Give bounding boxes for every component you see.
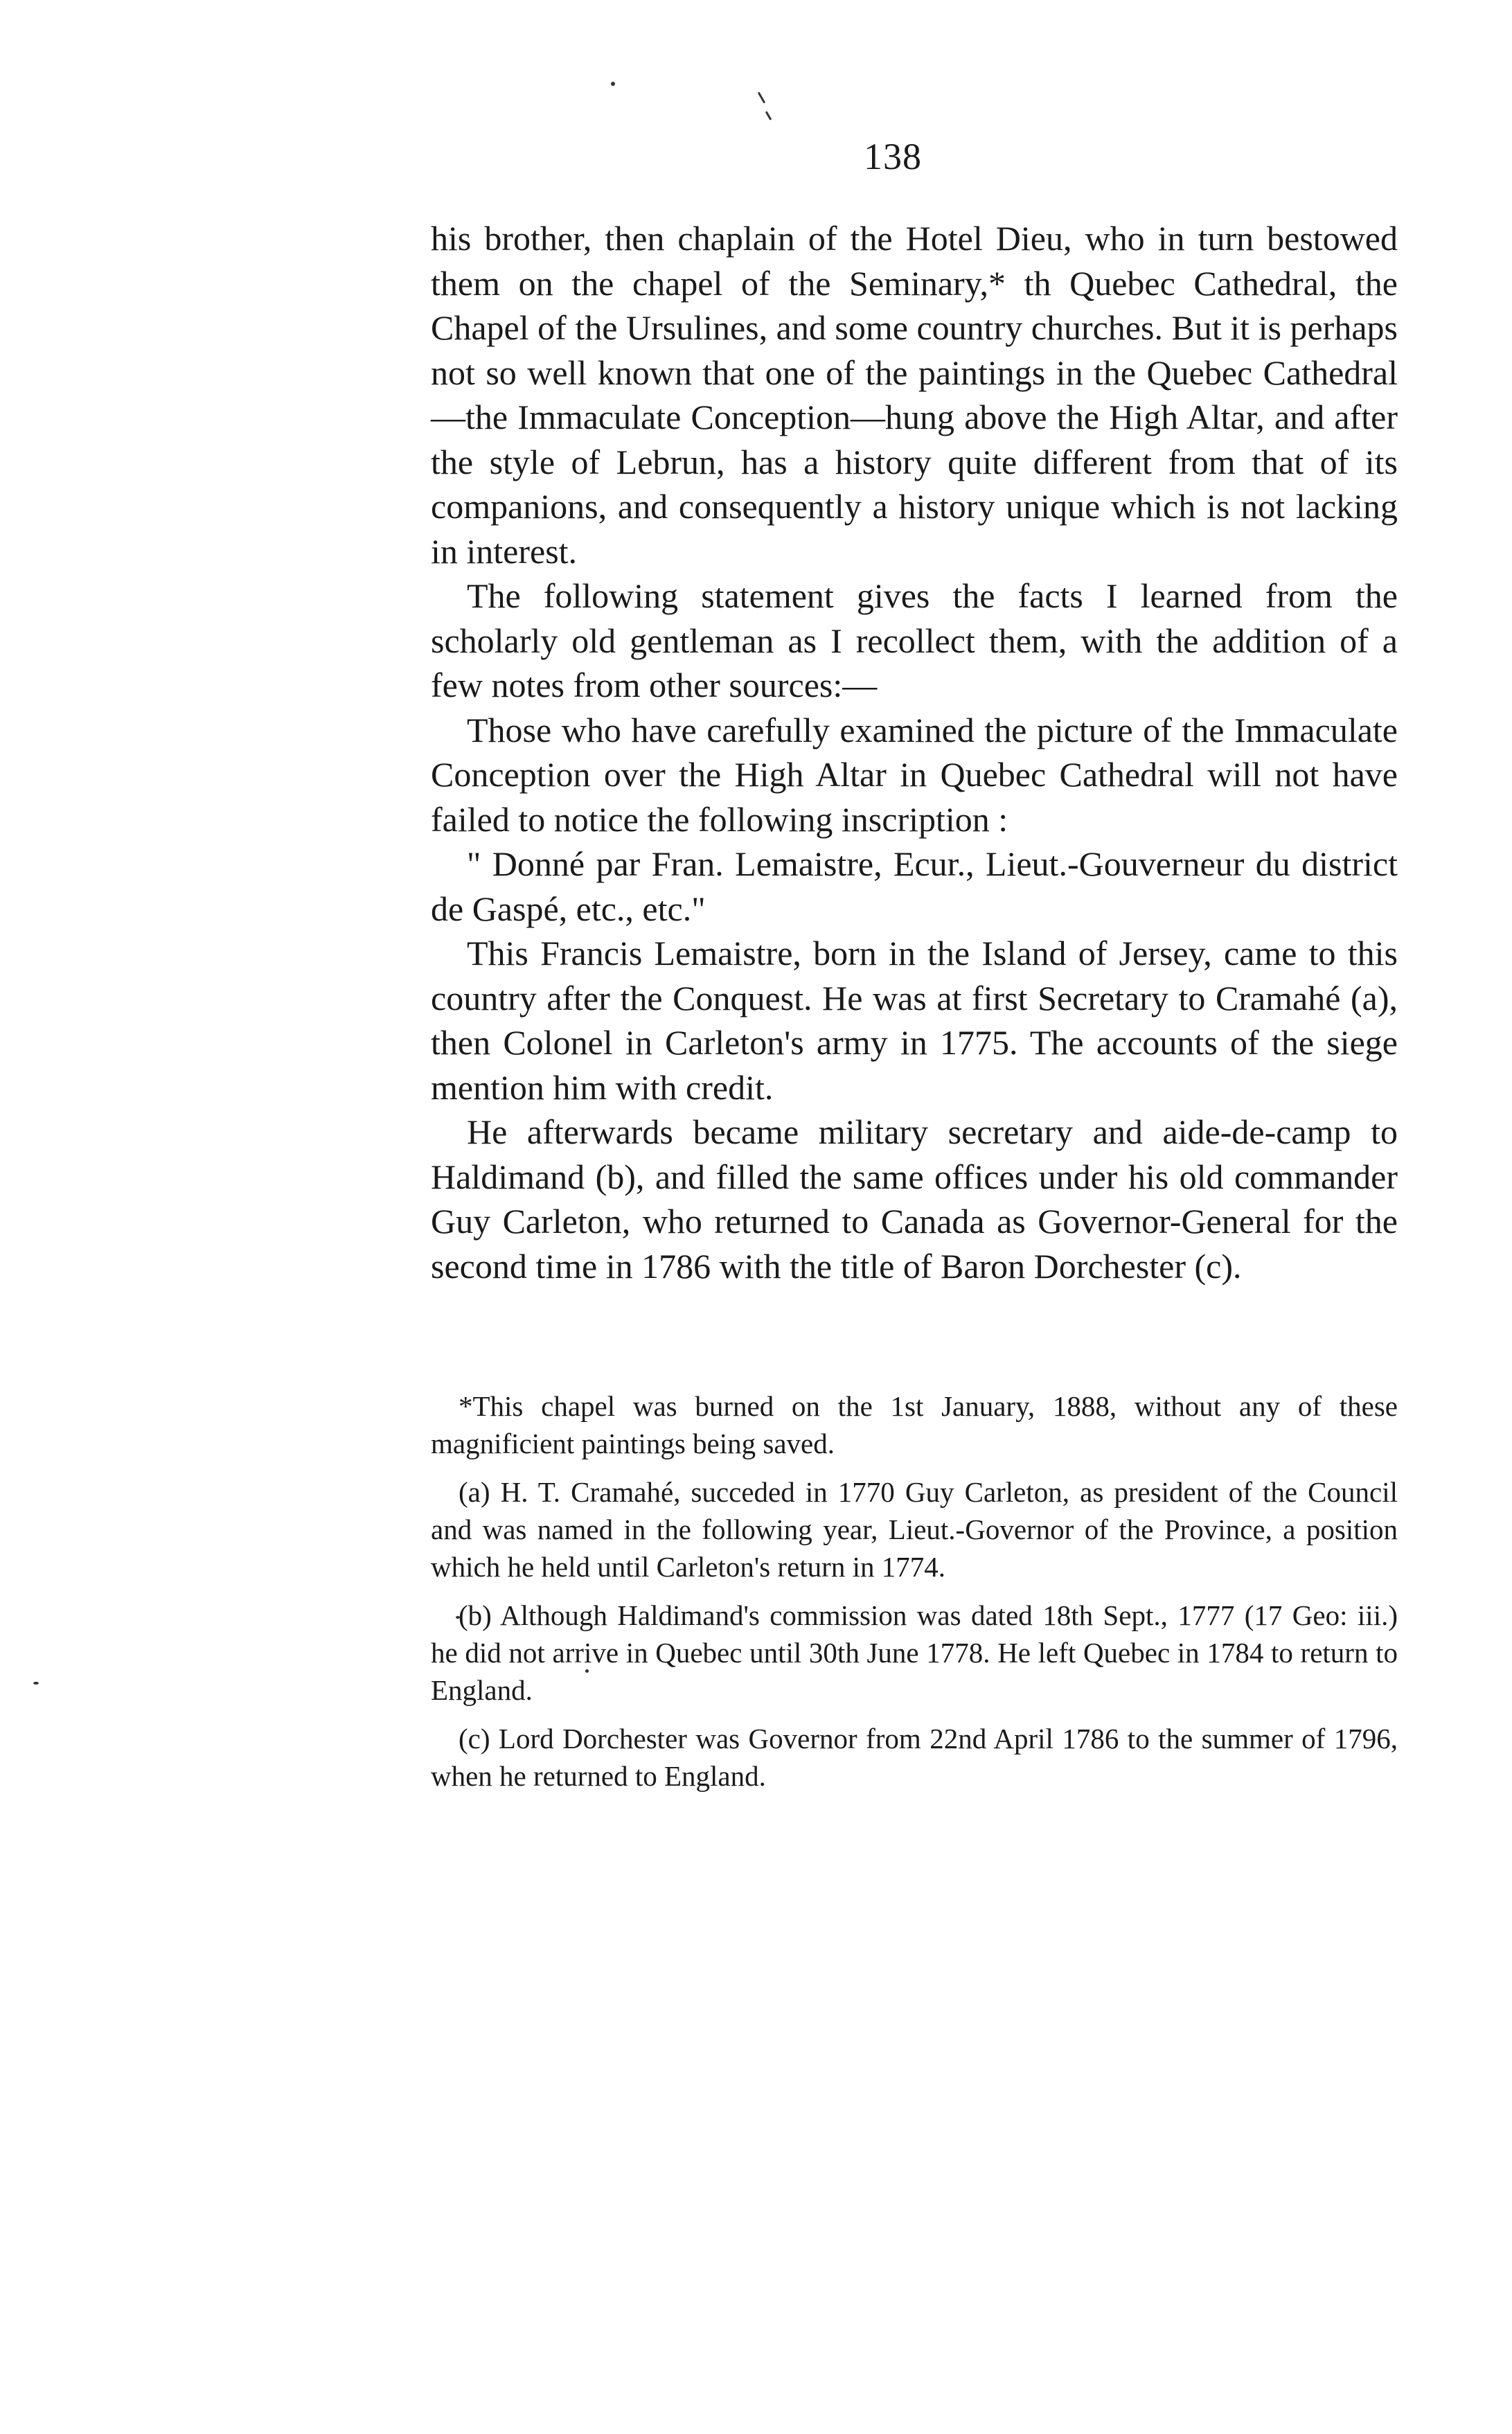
page-number: 138 [864,136,922,177]
scan-speck [611,82,615,86]
footnotes [431,1387,1398,1806]
paragraph: He afterwards became military secretary and aide-de-camp to Haldimand (b), and filled the same offices under his old commander Guy Carleton, who returned to Canada as Governor-General for the second time in 1786 with the title of Baron Dorchester (c). [431,1112,1398,1286]
paragraph: Those who have carefully examined the picture of the Immaculate Conception over the High Altar in Quebec Cathedral will not have failed to notice the following inscription : [431,710,1398,839]
scan-speck [765,111,772,121]
paragraph: This Francis Lemaistre, born in the Island of Jersey, came to this country after the Conquest. He was at first Secretary to Cramahé (a), then Colonel in Carleton's army in 1775. The accounts of the siege mention him with credit. [431,934,1398,1107]
footnote: (b) Although Haldimand's commission was dated 18th Sept., 1777 (17 Geo: iii.) he did not arrive in Quebec until 30th June 1778. He left Quebec in 1784 to return to England. [431,1599,1398,1706]
paragraph: his brother, then chaplain of the Hotel Dieu, who in turn bestowed them on the chapel of the Seminary,* th Quebec Cathedral, the Chapel of the Ursulines, and some country churches. But it is perhaps not so well known that one of the paintings in the Quebec Cathedral—the Immaculate Conception—hung above the High Altar, and after the style of Lebrun, has a history quite different from that of its companions, and consequently a history unique which is not lacking in interest. [431,219,1398,571]
paragraph: The following statement gives the facts I learned from the scholarly old gentleman as I recollect them, with the addition of a few notes from other sources:— [431,576,1398,704]
footnote: *This chapel was burned on the 1st January, 1888, without any of these magnificient paintings being saved. [431,1390,1398,1459]
quoted-inscription: " Donné par Fran. Lemaistre, Ecur., Lieut.-Gouverneur du district de Gaspé, etc., etc." [431,844,1398,928]
scan-speck [758,91,766,103]
body-text [431,216,1398,1288]
footnote: (c) Lord Dorchester was Governor from 22nd April 1786 to the summer of 1796, when he returned to England. [431,1723,1398,1792]
footnote: (a) H. T. Cramahé, succeded in 1770 Guy Carleton, as president of the Council and was named in the following year, Lieut.-Governor of the Province, a position which he held until Carleton's return in 1774. [431,1476,1398,1583]
scan-speck [33,1682,39,1685]
